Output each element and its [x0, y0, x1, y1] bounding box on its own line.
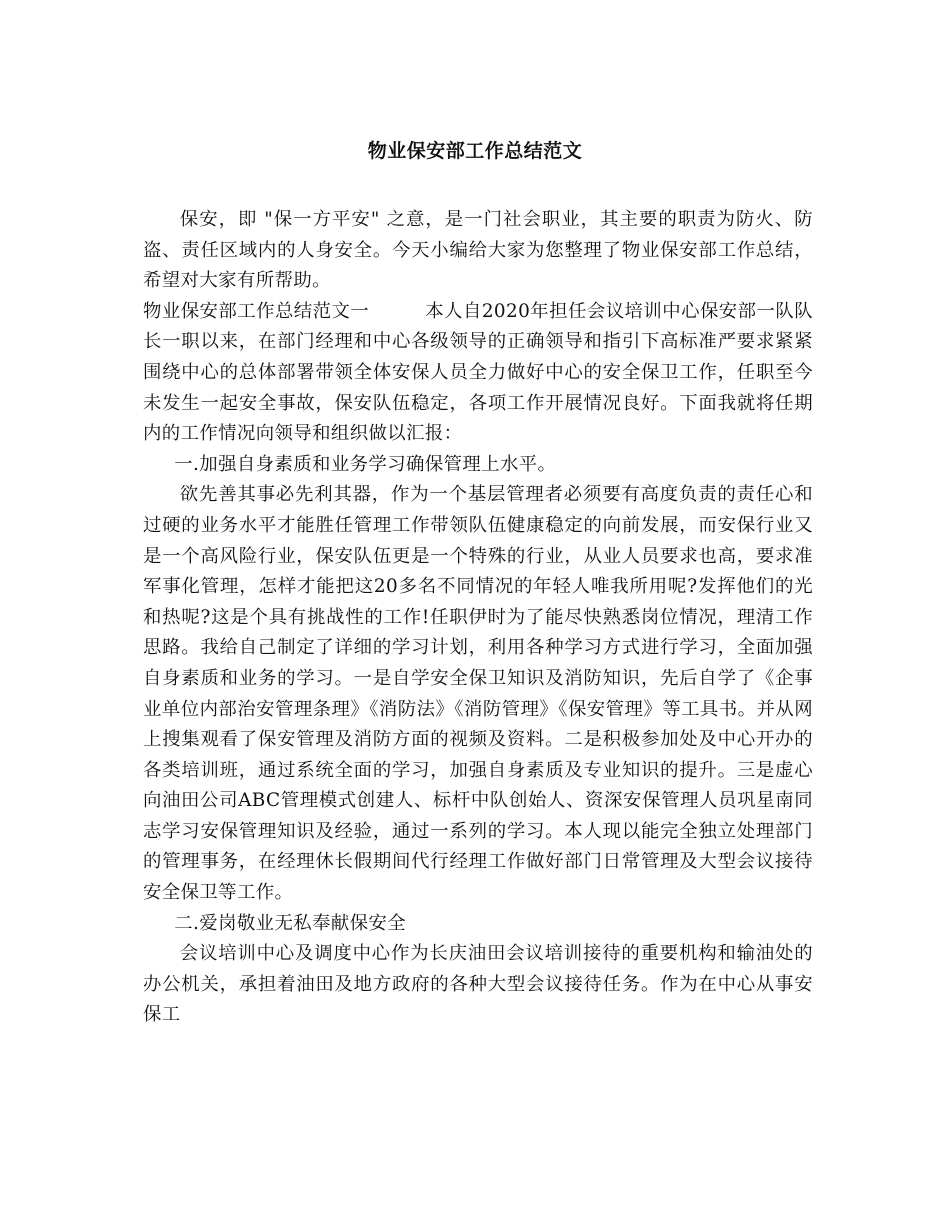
section-heading-2: 二.爱岗敬业无私奉献保安全	[174, 912, 406, 934]
section-2-paragraph: 会议培训中心及调度中心作为长庆油田会议培训接待的重要机构和输油处的办公机关，承担着油田及地方政府的各种大型会议接待任务。作为在中心从事安保工	[143, 943, 813, 1026]
sample-first-text: 本人自2020年担任会议培训中心保安部一队队长一职以来，在部门经理和中心各级领导的正确领导和指引下高标准严要求紧紧围绕中心的总体部署带领全体安保人员全力做好中心的安全保卫工作，任职至今未发生一起安全事故，保安队伍稳定，各项工作开展情况良好。下面我就将任期内的工作情况向领导和组织做以汇报：	[143, 300, 813, 445]
section-heading-1: 一.加强自身素质和业务学习确保管理上水平。	[174, 453, 557, 475]
sample-label: 物业保安部工作总结范文一	[143, 300, 370, 322]
intro-paragraph: 保安，即 "保一方平安" 之意，是一门社会职业，其主要的职责为防火、防盗、责任区域内的人身安全。今天小编给大家为您整理了物业保安部工作总结，希望对大家有所帮助。	[143, 209, 813, 292]
sample-paragraph	[143, 297, 813, 450]
document-title: 物业保安部工作总结范文	[367, 140, 583, 162]
section-1-paragraph: 欲先善其事必先利其器，作为一个基层管理者必须要有高度负责的责任心和过硬的业务水平才能胜任管理工作带领队伍健康稳定的向前发展，而安保行业又是一个高风险行业，保安队伍更是一个特殊的行业，从业人员要求也高，要求准军事化管理，怎样才能把这20多名不同情况的年轻人唯我所用呢?发挥他们的光和热呢?这是个具有挑战性的工作!任职伊时为了能尽快熟悉岗位情况，理清工作思路。我给自己制定了详细的学习计划，利用各种学习方式进行学习，全面加强自身素质和业务的学习。一是自学安全保卫知识及消防知识，先后自学了《企事业单位内部治安管理条理》《消防法》《消防管理》《保安管理》等工具书。并从网上搜集观看了保安管理及消防方面的视频及资料。二是积极参加处及中心开办的各类培训班，通过系统全面的学习，加强自身素质及专业知识的提升。三是虚心向油田公司ABC管理模式创建人、标杆中队创始人、资深安保管理人员巩星南同志学习安保管理知识及经验，通过一系列的学习。本人现以能完全独立处理部门的管理事务，在经理休长假期间代行经理工作做好部门日常管理及大型会议接待安全保卫等工作。	[143, 484, 813, 904]
document-body	[143, 205, 813, 1031]
